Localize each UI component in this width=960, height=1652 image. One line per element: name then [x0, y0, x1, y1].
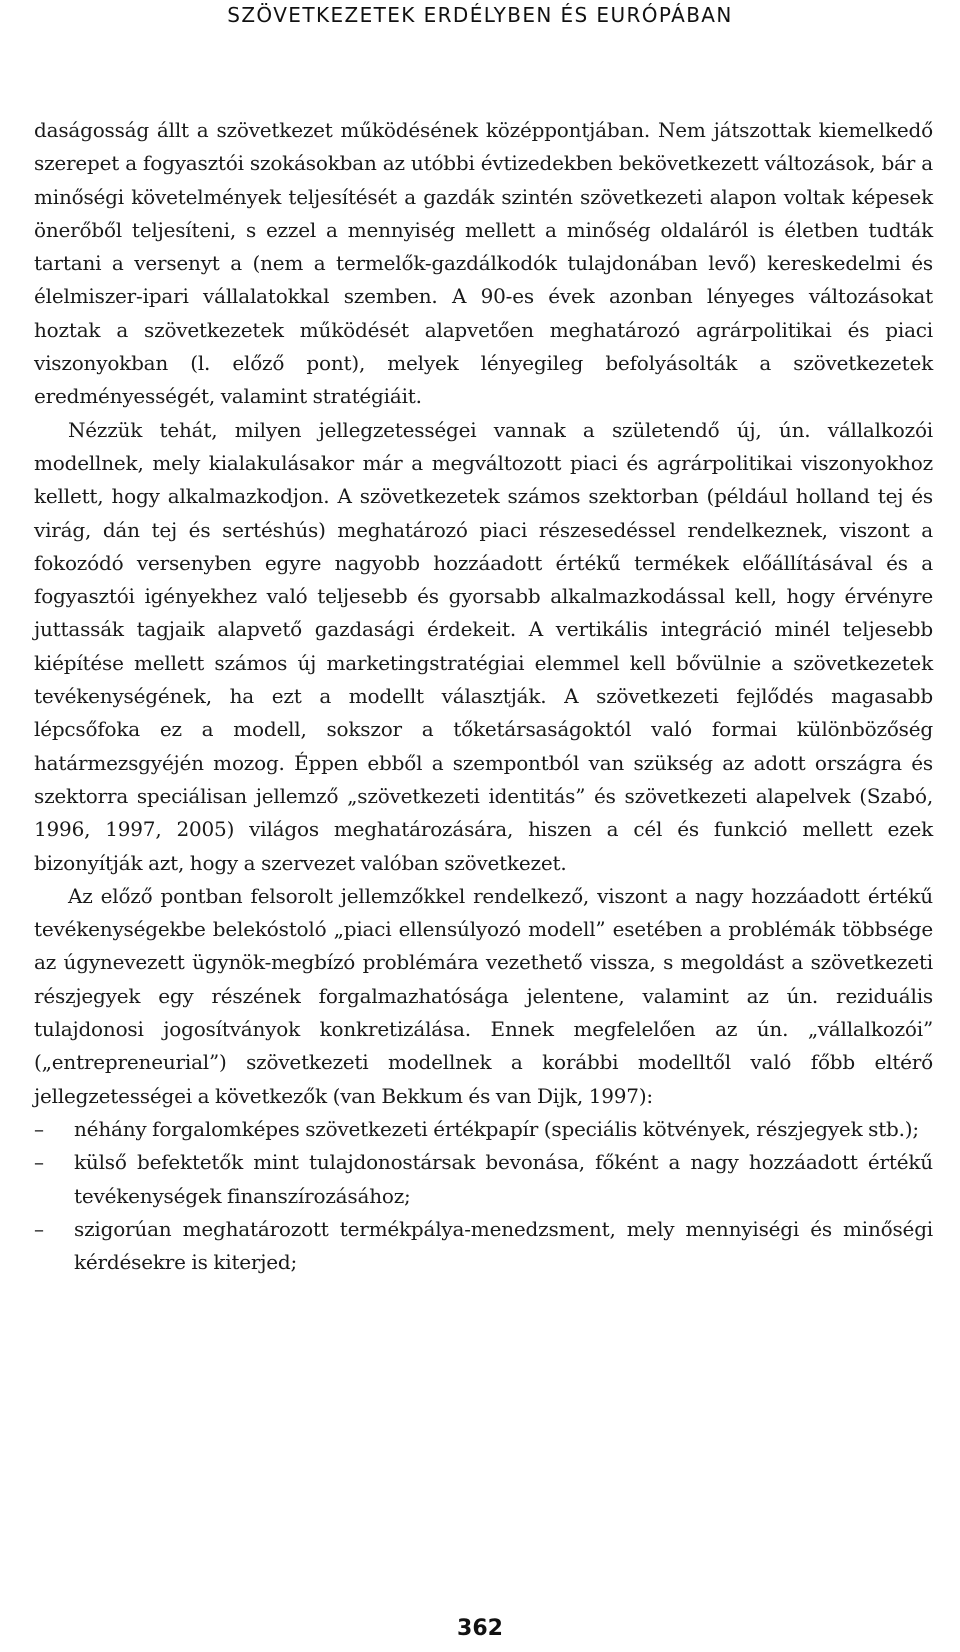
list-item-text: néhány forgalomképes szövetkezeti értékpapír (speciális kötvények, részjegyek stb.);	[74, 1116, 919, 1141]
page-number: 362	[457, 1616, 503, 1641]
list-dash: –	[34, 1216, 44, 1241]
list-item	[34, 1213, 933, 1280]
body-text	[34, 114, 933, 1279]
list-item-text: külső befektetők mint tulajdonostársak bevonása, főként a nagy hozzáadott értékű tevékenységek finanszírozásához;	[74, 1150, 933, 1208]
list-item	[34, 1113, 933, 1146]
paragraph-3: Az előző pontban felsorolt jellemzőkkel rendelkező, viszont a nagy hozzáadott értékű tevékenységekbe belekóstoló „piaci ellensúlyozó modell” esetében a problémák többsége az úgynevezett ügynök-megbízó problémára vezethető vissza, s megoldást a szövetkezeti részjegyek egy részének forgalmazhatósága jelentene, valamint az ún. reziduális tulajdonosi jogosítványok konkretizálása. Ennek megfelelően az ún. „vállalkozói” („entrepreneurial”) szövetkezeti modellnek a korábbi modelltől való főbb eltérő jellegzetességei a következők (van Bekkum és van Dijk, 1997):	[34, 883, 933, 1108]
feature-list	[34, 1113, 933, 1279]
list-item	[34, 1146, 933, 1213]
paragraph-2: Nézzük tehát, milyen jellegzetességei vannak a születendő új, ún. vállalkozói modellnek, mely kialakulásakor már a megváltozott piaci és agrárpolitikai viszonyokhoz kellett, hogy alkalmazkodjon. A szövetkezetek számos szektorban (például holland tej és virág, dán tej és sertéshús) meghatározó piaci részesedéssel rendelkeznek, viszont a fokozódó versenyben egyre nagyobb hozzáadott értékű termékek előállításával és a fogyasztói igényekhez való teljesebb és gyorsabb alkalmazkodással kell, hogy érvényre juttassák tagjaik alapvető gazdasági érdekeit. A vertikális integráció minél teljesebb kiépítése mellett számos új marketingstratégiai elemmel kell bővülnie a szövetkezetek tevékenységének, ha ezt a modellt választják. A szövetkezeti fejlődés magasabb lépcsőfoka ez a modell, sokszor a tőketársaságoktól való formai különbözőség határmezsgyéjén mozog. Éppen ebből a szempontból van szükség az adott országra és szektorra speciálisan jellemző „szövetkezeti identitás” és szövetkezeti alapelvek (Szabó, 1996, 1997, 2005) világos meghatározására, hiszen a cél és funkció mellett ezek bizonyítják azt, hogy a szervezet valóban szövetkezet.	[34, 417, 933, 875]
running-head: SZÖVETKEZETEK ERDÉLYBEN ÉS EURÓPÁBAN	[227, 3, 733, 27]
paragraph-1: daságosság állt a szövetkezet működésének középpontjában. Nem játszottak kiemelkedő szerepet a fogyasztói szokásokban az utóbbi évtizedekben bekövetkezett változások, bár a minőségi követelmények teljesítését a gazdák szintén szövetkezeti alapon voltak képesek önerőből teljesíteni, s ezzel a mennyiség mellett a minőség oldaláról is életben tudták tartani a versenyt a (nem a termelők-gazdálkodók tulajdonában levő) kereskedelmi és élelmiszer-ipari vállalatokkal szemben. A 90-es évek azonban lényeges változásokat hoztak a szövetkezetek működését alapvetően meghatározó agrárpolitikai és piaci viszonyokban (l. előző pont), melyek lényegileg befolyásolták a szövetkezetek eredményességét, valamint stratégiáit.	[34, 118, 933, 409]
list-dash: –	[34, 1116, 44, 1141]
list-item-text: szigorúan meghatározott termékpálya-menedzsment, mely mennyiségi és minőségi kérdésekre is kiterjed;	[74, 1216, 933, 1275]
list-dash: –	[34, 1150, 44, 1175]
